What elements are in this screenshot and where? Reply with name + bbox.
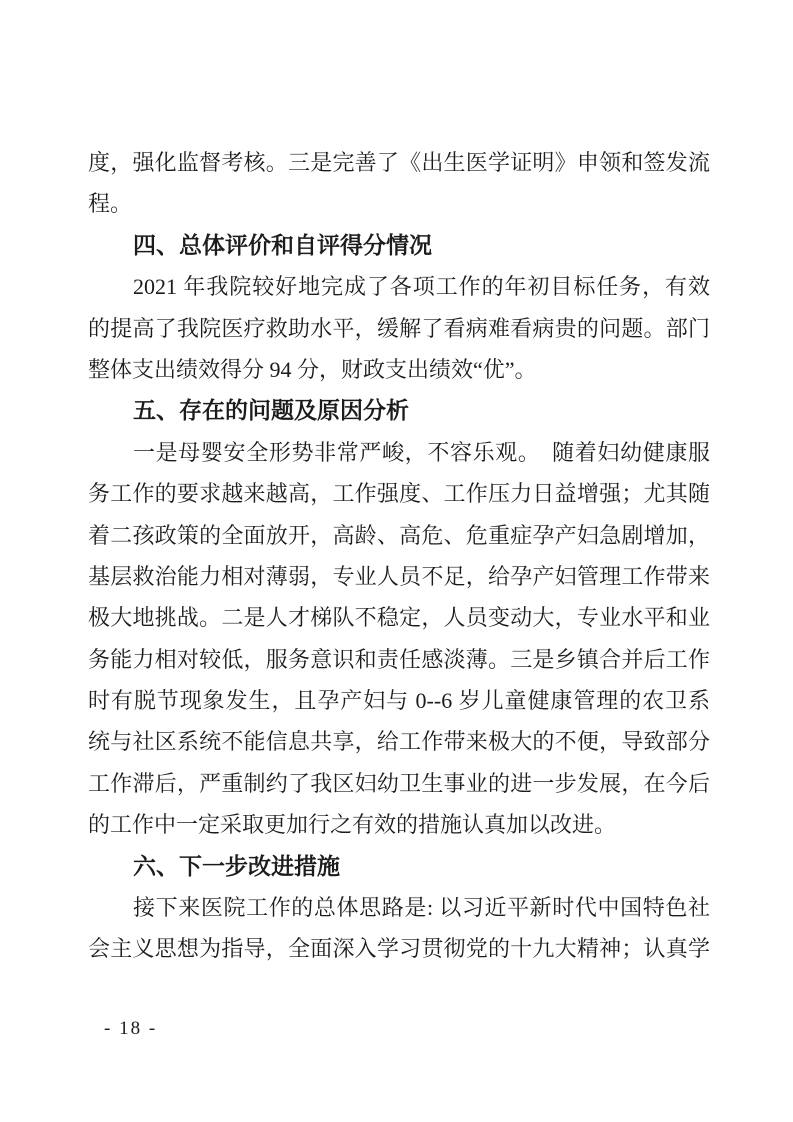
paragraph-line: 工作滞后，严重制约了我区妇幼卫生事业的进一步发展，在今后 <box>88 770 710 796</box>
paragraph-line: 统与社区系统不能信息共享，给工作带来极大的不便，导致部分 <box>88 729 710 755</box>
paragraph-line: 整体支出绩效得分 94 分，财政支出绩效“优”。 <box>88 356 537 382</box>
paragraph-line: 接下来医院工作的总体思路是: 以习近平新时代中国特色社 <box>133 895 710 921</box>
paragraph-line: 度，强化监督考核。三是完善了《出生医学证明》申领和签发流 <box>88 150 710 175</box>
section-heading-overall-evaluation: 四、总体评价和自评得分情况 <box>133 231 432 258</box>
paragraph-line: 会主义思想为指导，全面深入学习贯彻党的十九大精神；认真学 <box>88 936 710 962</box>
paragraph-line: 的提高了我院医疗救助水平，缓解了看病难看病贵的问题。部门 <box>88 315 710 341</box>
paragraph-line: 时有脱节现象发生，且孕产妇与 0--6 岁儿童健康管理的农卫系 <box>88 688 710 714</box>
page-number: - 18 - <box>104 1018 158 1039</box>
paragraph-line: 2021 年我院较好地完成了各项工作的年初目标任务，有效 <box>133 274 710 300</box>
paragraph-line: 程。 <box>88 191 133 217</box>
text-column <box>88 142 710 970</box>
section-heading-next-steps: 六、下一步改进措施 <box>133 852 340 879</box>
paragraph-line: 极大地挑战。二是人才梯队不稳定，人员变动大，专业水平和业 <box>88 605 710 631</box>
paragraph-line: 的工作中一定采取更加行之有效的措施认真加以改进。 <box>88 812 617 838</box>
paragraph-line: 着二孩政策的全面放开，高龄、高危、危重症孕产妇急剧增加， <box>88 522 710 548</box>
paragraph-line: 务能力相对较低，服务意识和责任感淡薄。三是乡镇合并后工作 <box>88 646 710 672</box>
paragraph-line: 基层救治能力相对薄弱，专业人员不足，给孕产妇管理工作带来 <box>88 563 710 589</box>
paragraph-line: 务工作的要求越来越高，工作强度、工作压力日益增强；尤其随 <box>88 481 710 507</box>
section-heading-problems-analysis: 五、存在的问题及原因分析 <box>133 397 409 424</box>
paragraph-line: 一是母婴安全形势非常严峻，不容乐观。 随着妇幼健康服 <box>133 439 710 465</box>
